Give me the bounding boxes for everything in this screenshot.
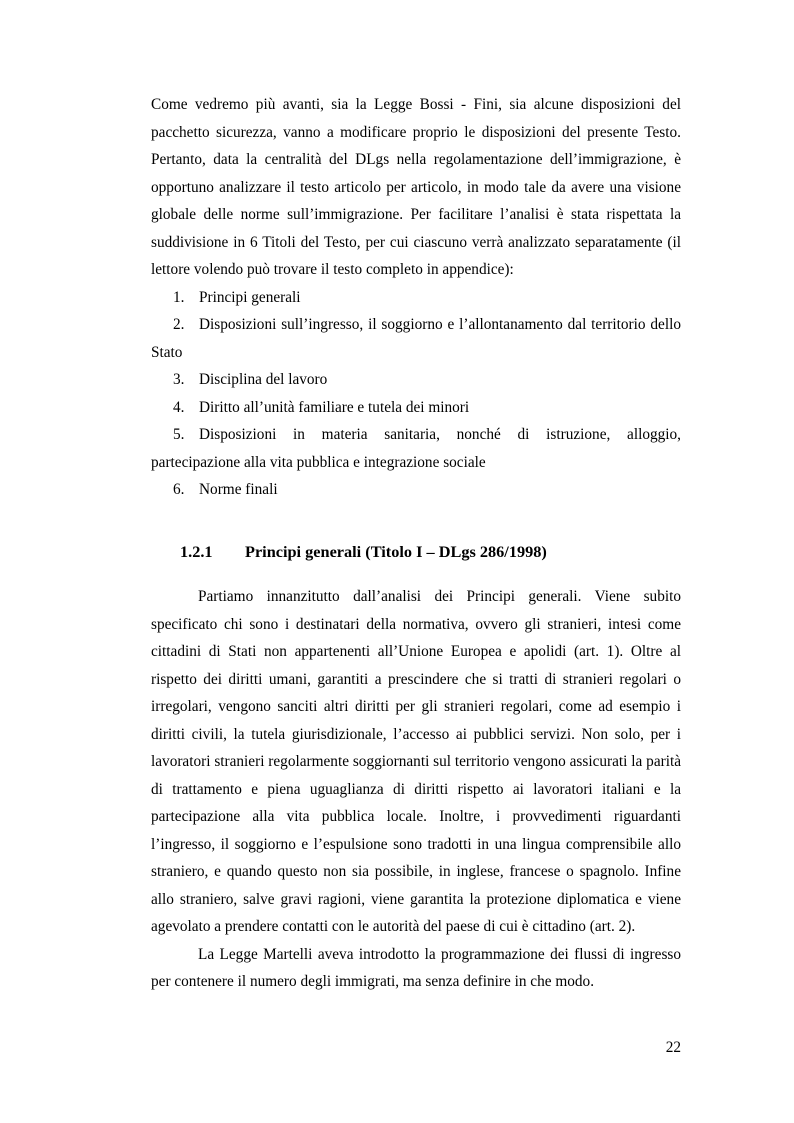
list-item-number: 6. [173,481,185,498]
intro-section [151,91,681,504]
intro-paragraph: Come vedremo più avanti, sia la Legge Bossi - Fini, sia alcune disposizioni del pacchetto sicurezza, vanno a modificare proprio le disposizioni del presente Testo. Pertanto, data la centralità del DLgs nella regolamentazione dell’immigrazione, è opportuno analizzare il testo articolo per articolo, in modo tale da avere una visione globale delle norme sull’immigrazione. Per facilitare l’analisi è stata rispettata la suddivisione in 6 Titoli del Testo, per cui ciascuno verrà analizzato separatamente (il lettore volendo può trovare il testo completo in appendice): [151,96,681,278]
list-item [151,311,681,366]
list-item [151,476,681,504]
list-item-number: 5. [173,426,185,443]
list-item-text: Disposizioni in materia sanitaria, nonché di istruzione, alloggio, partecipazione alla vita pubblica e integrazione sociale [151,426,681,471]
body-paragraph: Partiamo innanzitutto dall’analisi dei Principi generali. Viene subito specificato chi sono i destinatari della normativa, ovvero gli stranieri, intesi come cittadini di Stati non appartenenti all’Unione Europea e apolidi (art. 1). Oltre al rispetto dei diritti umani, garantiti a prescindere che si tratti di stranieri regolari o irregolari, vengono sanciti altri diritti per gli stranieri regolari, come ad esempio i diritti civili, la tutela giurisdizionale, l’accesso ai pubblici servizi. Non solo, per i lavoratori stranieri regolarmente soggiornanti sul territorio vengono assicurati la parità di trattamento e piena uguaglianza di diritti rispetto ai lavoratori italiani e la partecipazione alla vita pubblica locale. Inoltre, i provvedimenti riguardanti l’ingresso, il soggiorno e l’espulsione sono tradotti in una lingua comprensibile allo straniero, e quando questo non sia possibile, in inglese, francese o spagnolo. Infine allo straniero, salve gravi ragioni, viene garantita la protezione diplomatica e viene agevolato a prendere contatti con le autorità del paese di cui è cittadino (art. 2). [151,588,681,935]
list-item [151,421,681,476]
list-item-text: Principi generali [199,288,301,306]
list-item [151,394,681,422]
section-heading [180,538,547,566]
section-number: 1.2.1 [180,542,213,561]
list-item-number: 4. [173,398,185,416]
section-body [151,583,681,996]
body-paragraph: La Legge Martelli aveva introdotto la programmazione dei flussi di ingresso per contenere il numero degli immigrati, ma senza definire in che modo. [151,945,681,990]
list-item-number: 1. [173,288,185,306]
list-item-text: Disciplina del lavoro [199,371,328,388]
list-item-number: 3. [173,371,185,388]
list-item-text: Disposizioni sull’ingresso, il soggiorno e l’allontanamento dal territorio dello Stato [151,316,681,361]
titles-list [151,284,681,504]
page-number: 22 [665,1039,681,1056]
list-item-text: Diritto all’unità familiare e tutela dei minori [199,398,470,416]
section-title: Principi generali (Titolo I – DLgs 286/1998) [245,542,547,561]
list-item-text: Norme finali [199,481,278,498]
list-item-number: 2. [173,316,185,333]
list-item [151,284,681,312]
list-item [151,366,681,394]
